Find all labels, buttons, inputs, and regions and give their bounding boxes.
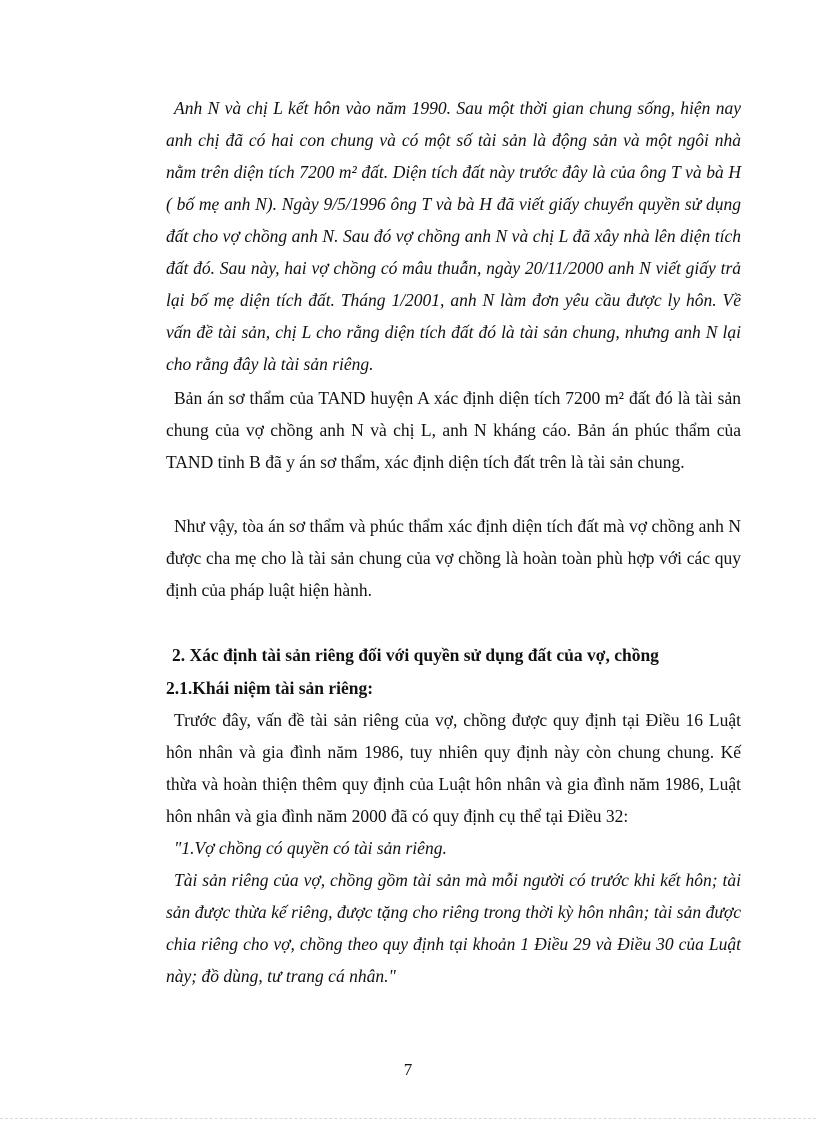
quote-line-1: "1.Vợ chồng có quyền có tài sản riêng. [174, 838, 447, 858]
paragraph-conclusion [166, 510, 741, 606]
case-facts-text: Anh N và chị L kết hôn vào năm 1990. Sau một thời gian chung sống, hiện nay anh chị đã có hai con chung và có một số tài sản là động sản và một ngôi nhà nằm trên diện tích 7200 m² đất. Diện tích đất này trước đây là của ông T và bà H ( bố mẹ anh N). Ngày 9/5/1996 ông T và bà H đã viết giấy chuyển quyền sử dụng đất cho vợ chồng anh N. Sau đó vợ chồng anh N và chị L đã xây nhà lên diện tích đất đó. Sau này, hai vợ chồng có mâu thuẫn, ngày 20/11/2000 anh N viết giấy trả lại bố mẹ diện tích đất. Tháng 1/2001, anh N làm đơn yêu cầu được ly hôn. Về vấn đề tài sản, chị L cho rằng diện tích đất đó là tài sản chung, nhưng anh N lại cho rằng đây là tài sản riêng. [166, 98, 741, 374]
quote-article-32 [166, 832, 741, 992]
conclusion-text: Như vậy, tòa án sơ thẩm và phúc thẩm xác định diện tích đất mà vợ chồng anh N được cha mẹ cho là tài sản chung của vợ chồng là hoàn toàn phù hợp với các quy định của pháp luật hiện hành. [166, 516, 741, 600]
paragraph-definition [166, 704, 741, 832]
quote-line-2: Tài sản riêng của vợ, chồng gồm tài sản mà mỗi người có trước khi kết hôn; tài sản được thừa kế riêng, được tặng cho riêng trong thời kỳ hôn nhân; tài sản được chia riêng cho vợ, chồng theo quy định tại khoản 1 Điều 29 và Điều 30 của Luật này; đồ dùng, tư trang cá nhân." [166, 870, 741, 986]
paragraph-first-instance [166, 382, 741, 478]
paragraph-case-facts [166, 92, 741, 380]
definition-text: Trước đây, vấn đề tài sản riêng của vợ, chồng được quy định tại Điều 16 Luật hôn nhân và gia đình năm 1986, tuy nhiên quy định này còn chung chung. Kế thừa và hoàn thiện thêm quy định của Luật hôn nhân và gia đình năm 1986, Luật hôn nhân và gia đình năm 2000 đã có quy định cụ thể tại Điều 32: [166, 710, 741, 826]
page-bottom-edge [0, 1118, 816, 1119]
section-heading-2: 2. Xác định tài sản riêng đối với quyền sử dụng đất của vợ, chồng [172, 645, 659, 665]
first-instance-text: Bản án sơ thẩm của TAND huyện A xác định diện tích 7200 m² đất đó là tài sản chung của vợ chồng anh N và chị L, anh N kháng cáo. Bản án phúc thẩm của TAND tỉnh B đã y án sơ thẩm, xác định diện tích đất trên là tài sản chung. [166, 388, 741, 472]
page-number: 7 [403, 1060, 413, 1079]
section-heading-2-1: 2.1.Khái niệm tài sản riêng: [166, 678, 374, 698]
